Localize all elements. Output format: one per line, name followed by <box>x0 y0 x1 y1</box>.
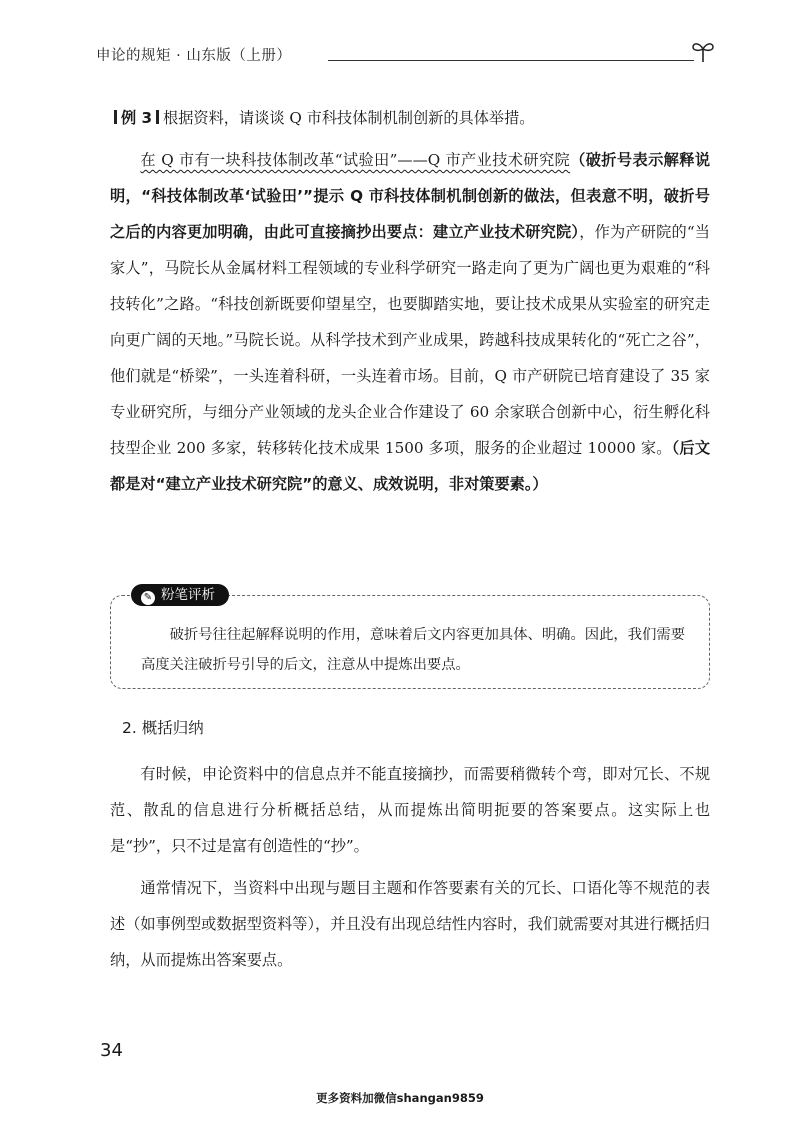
section-paragraph-2: 通常情况下，当资料中出现与题目主题和作答要素有关的冗长、口语化等不规范的表述（如事例型或数据型资料等），并且没有出现总结性内容时，我们就需要对其进行概括归纳，从而提炼出答案要点。 <box>110 879 710 969</box>
page-number: 34 <box>100 1040 123 1061</box>
passage-annotation-2: （后文都是对“建立产业技术研究院”的意义、成效说明，非对策要素。） <box>110 439 711 493</box>
analysis-text: 破折号往往起解释说明的作用，意味着后文内容更加具体、明确。因此，我们需要高度关注破折号引导的后文，注意从中提炼出要点。 <box>141 627 685 673</box>
example-label: 例 3 <box>121 109 153 127</box>
pencil-icon: ✎ <box>141 591 155 605</box>
passage-body: ，作为产研院的“当家人”，马院长从金属材料工程领域的专业科学研究一路走向了更为广阔也更为艰难的“科技转化”之路。“科技创新既要仰望星空，也要脚踏实地，要让技术成果从实验室的研究走向更广阔的天地。”马院长说。从科学技术到产业成果，跨越科技成果转化的“死亡之谷”，他们就是“桥梁”，一头连着科研，一头连着市场。目前，Q 市产研院已培育建设了 35 家专业研究所，与细分产业领域的龙头企业合作建设了 60 余家联合创新中心，衍生孵化科技型企业 200 多家，转移转化技术成果 1500 多项，服务的企业超过 10000 家。 <box>110 223 710 457</box>
footer-note: 更多资料加微信shangan9859 <box>316 1091 484 1105</box>
section-heading: 2. 概括归纳 <box>122 719 204 737</box>
example-question <box>110 106 534 130</box>
section-paragraph-1: 有时候，申论资料中的信息点并不能直接摘抄，而需要稍微转个弯，即对冗长、不规范、散乱的信息进行分析概括总结，从而提炼出简明扼要的答案要点。这实际上也是“抄”，只不过是富有创造性的“抄”。 <box>110 765 710 855</box>
material-passage <box>110 142 710 502</box>
passage-annotation-1: （破折号表示解释说明，“科技体制改革‘试验田’”提示 Q 市科技体制机制创新的做法，但表意不明，破折号之后的内容更加明确，由此可直接摘抄出要点：建立产业技术研究院） <box>110 151 711 241</box>
sprout-icon <box>690 38 716 64</box>
page-header <box>96 38 716 68</box>
analysis-tag <box>131 584 229 606</box>
question-text: 根据资料，请谈谈 Q 市科技体制机制创新的具体举措。 <box>163 109 535 127</box>
analysis-tag-label: 粉笔评析 <box>161 587 215 603</box>
running-title: 申论的规矩 · 山东版（上册） <box>96 48 292 64</box>
header-rule <box>328 60 694 61</box>
analysis-box <box>110 587 710 689</box>
bar-left <box>114 110 117 124</box>
passage-underlined: 在 Q 市有一块科技体制改革“试验田”——Q 市产业技术研究院 <box>140 151 571 169</box>
bar-right <box>156 110 159 124</box>
